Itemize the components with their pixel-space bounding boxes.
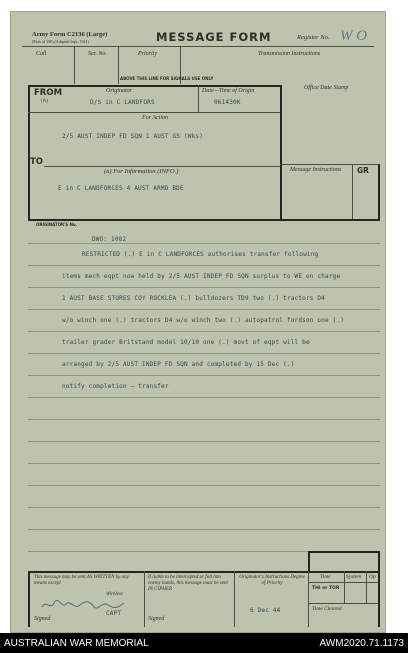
ruled-line [28, 419, 380, 420]
divider [74, 46, 75, 84]
divider [144, 571, 145, 627]
divider [28, 219, 380, 221]
divider [378, 164, 380, 221]
ser-no-label: Ser. No. [88, 51, 107, 57]
message-line: trailer grader Britstand model 10/10 one (.) movt of eqpt will be [62, 339, 310, 346]
caption-bar [0, 633, 408, 653]
divider [280, 164, 378, 165]
ruled-line [28, 309, 380, 310]
message-line: 1 AUST BASE STORES COY ROCKLEA (.) bulldozers TD9 two (.) tractors D4 [62, 295, 326, 302]
divider [308, 582, 378, 583]
message-instructions-label: Message Instructions [290, 167, 342, 173]
form-id: Army Form C2136 (Large) [32, 31, 108, 38]
written-note: This message may be sent AS WRITTEN by any means except [34, 575, 129, 586]
message-line: arranged by 2/5 AUST INDEP FD SQN and completed by 15 Dec (.) [62, 361, 295, 368]
divider [344, 571, 345, 603]
message-line: notify completion — transfer [62, 383, 169, 390]
signals-note: ABOVE THIS LINE FOR SIGNALS USE ONLY [120, 76, 214, 81]
divider [308, 603, 378, 604]
to-label: TO [30, 157, 44, 167]
caption-right: AWM2020.71.1173 [319, 638, 404, 649]
ruled-line [28, 463, 380, 464]
wireless-label: Wireless [106, 592, 123, 597]
message-form-sheet [10, 11, 386, 633]
signature-image [40, 595, 126, 615]
divider [198, 85, 199, 113]
divider [308, 551, 380, 553]
register-value: W O [340, 28, 368, 44]
divider [28, 112, 280, 113]
ruled-line [28, 397, 380, 398]
from-label: FROM [34, 88, 63, 98]
originator-instructions-label: Originator's Instructions Degree of Priority [239, 575, 305, 586]
message-line: RESTRICTED (.) E in C LANDFORCES authorises transfer following [82, 251, 319, 258]
for-action-label: For Action [142, 115, 169, 121]
time-label: Time [320, 574, 331, 580]
ruled-line [28, 441, 380, 442]
signed-label-2: Signed [148, 616, 165, 622]
ruled-line [28, 331, 380, 332]
priority-label: Priority [138, 51, 157, 57]
divider [28, 85, 30, 219]
divider [352, 164, 353, 219]
ruled-line [28, 375, 380, 376]
op-label: Op [369, 574, 376, 580]
ruled-line [28, 353, 380, 354]
gr-label: GR [357, 166, 369, 175]
originators-no-label: ORIGINATOR'S No. [36, 222, 78, 227]
transmission-label: Transmission Instructions [258, 51, 321, 57]
caption-left: AUSTRALIAN WAR MEMORIAL [4, 638, 149, 649]
divider [308, 571, 309, 627]
originator-value: D/S in C LANDFORS [90, 99, 155, 106]
register-label: Register No. [297, 34, 330, 41]
divider [234, 571, 235, 627]
ruled-line [28, 507, 380, 508]
divider [280, 85, 282, 219]
call-label: Call [36, 51, 47, 57]
footer-date: 6 Dec 44 [250, 607, 281, 614]
originator-label: Originator [106, 88, 133, 94]
captain-label: CAPT [106, 610, 122, 617]
divider [44, 166, 280, 167]
ruled-line [28, 265, 380, 266]
form-title: MESSAGE FORM [156, 30, 272, 44]
originators-no-value: DWO: 1082 [92, 236, 127, 243]
divider [28, 571, 380, 573]
divider [378, 551, 380, 627]
thi-tor-label: THI or TOR [312, 586, 340, 591]
from-sub-label: (A) [41, 99, 48, 104]
signed-label: Signed [34, 616, 51, 622]
system-label: System [346, 574, 362, 580]
message-line: items mech eqpt now held by 2/5 AUST INDEP FD SQN surplus to WE on charge [62, 273, 341, 280]
ruled-line [28, 243, 380, 244]
info-label: (a) For Information (INFO.) [104, 168, 179, 175]
form-id-sub: (Pads of 100) (Adapted Sept. 1941) [32, 39, 89, 44]
ruled-line [28, 287, 380, 288]
divider [28, 571, 30, 627]
ruled-line [28, 485, 380, 486]
divider [366, 571, 367, 603]
divider [308, 551, 310, 571]
message-line: w/o winch one (.) tractors D4 w/o winch two (.) autopatrol fordson one (.) [62, 317, 345, 324]
info-value: E in C LANDFORCES 4 AUST ARMD BDE [58, 185, 184, 192]
time-cleared-label: Time Cleared [312, 606, 342, 612]
divider [118, 46, 119, 84]
cipher-note: If liable to be intercepted or fall into enemy hands, this message must be sent IN CIPHER [148, 575, 228, 592]
for-action-value: 2/5 AUST INDEP FD SQN 1 AUST GS (Wks) [62, 133, 204, 140]
office-stamp-label: Office Date Stamp [304, 85, 349, 91]
date-time-label: Date—Time of Origin [202, 88, 255, 94]
ruled-line [28, 529, 380, 530]
divider [28, 85, 282, 87]
date-time-value: 061430K [214, 99, 241, 106]
